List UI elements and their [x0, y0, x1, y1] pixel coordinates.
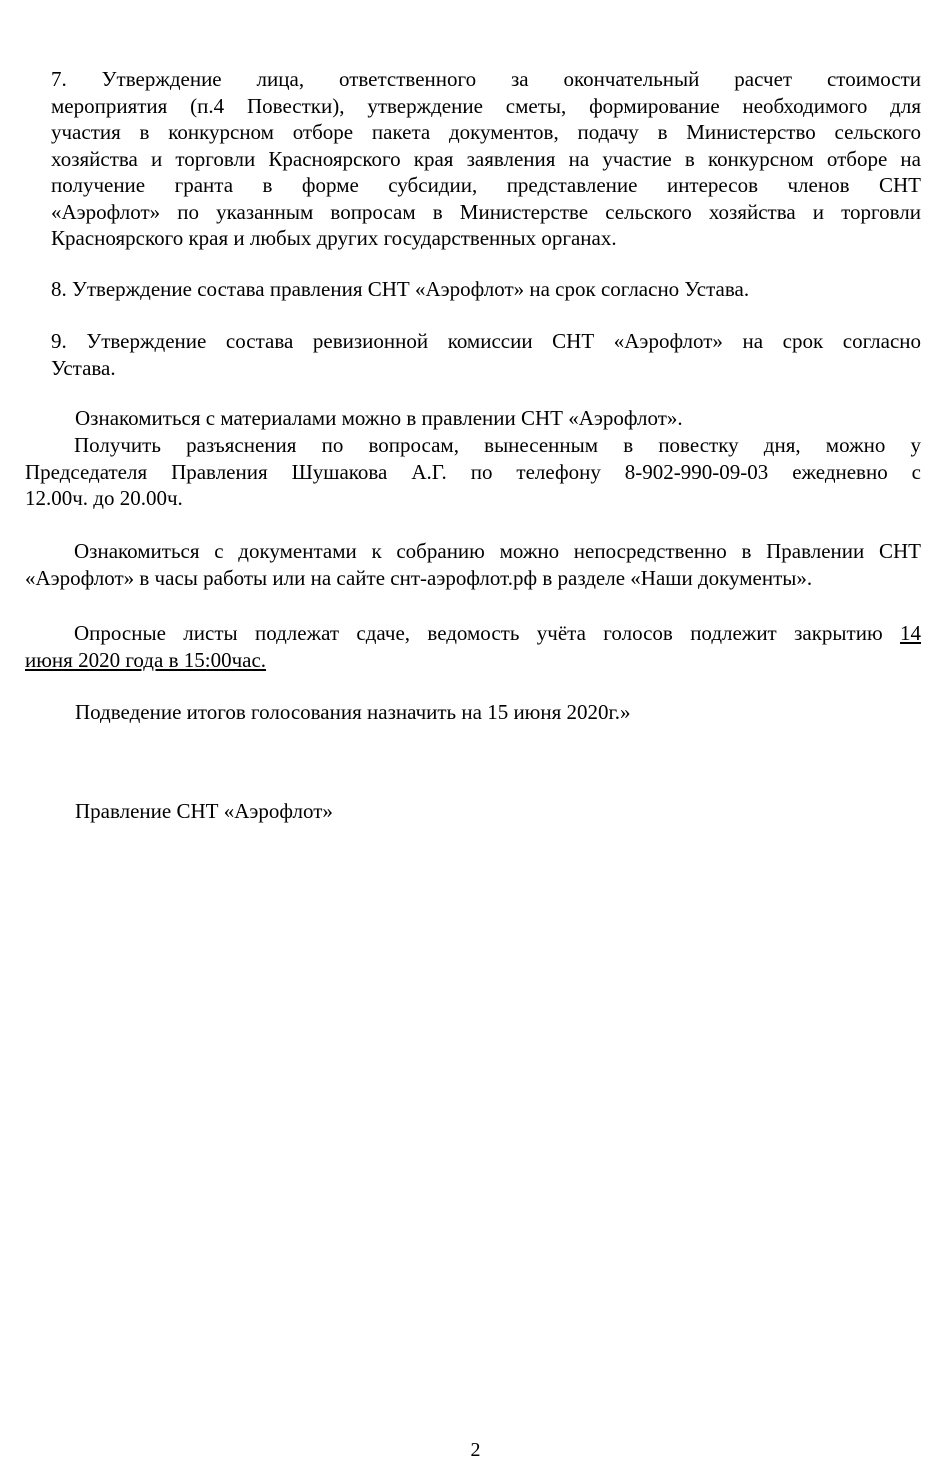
signature-paragraph: [75, 798, 921, 825]
clarifications-line: 12.00ч. до 20.00ч.: [25, 486, 183, 510]
signature-text: Правление СНТ «Аэрофлот»: [75, 799, 333, 823]
clarifications-text: Получить разъяснения по вопросам, вынесенным в повестку дня, можно у: [74, 433, 921, 457]
item-7-line: мероприятия (п.4 Повестки), утверждение сметы, формирование необходимого для: [51, 93, 921, 118]
agenda-item-7: [51, 66, 921, 252]
item-9-line: Устава.: [51, 355, 116, 380]
item-7-line: 7. Утверждение лица, ответственного за окончательный расчет стоимости: [51, 67, 921, 91]
page-number: 2: [470, 1439, 481, 1461]
item-9-line: 9. Утверждение состава ревизионной комиссии СНТ «Аэрофлот» на срок согласно: [51, 329, 921, 353]
agenda-item-8: [51, 276, 921, 303]
deadline-day: 14: [900, 621, 922, 645]
item-7-line: хозяйства и торговли Красноярского края заявления на участие в конкурсном отборе на: [51, 146, 921, 171]
deadline-date: июня 2020 года в 15:00час.: [25, 647, 267, 672]
documents-paragraph: [25, 538, 921, 591]
materials-paragraph: [75, 405, 921, 432]
item-7-line: получение гранта в форме субсидии, представление интересов членов СНТ: [51, 173, 921, 197]
documents-text: Ознакомиться с документами к собранию можно непосредственно в Правлении СНТ: [74, 539, 921, 563]
clarifications-line-1: [25, 432, 921, 459]
agenda-item-9: [51, 328, 921, 381]
results-paragraph: [75, 699, 921, 726]
documents-line: «Аэрофлот» в часы работы или на сайте снт-аэрофлот.рф в разделе «Наши документы».: [25, 565, 813, 590]
materials-text: Ознакомиться с материалами можно в правлении СНТ «Аэрофлот».: [75, 406, 683, 430]
item-8-text: 8. Утверждение состава правления СНТ «Аэрофлот» на срок согласно Устава.: [51, 277, 750, 301]
clarifications-line: Председателя Правления Шушакова А.Г. по телефону 8-902-990-09-03 ежедневно с: [25, 459, 921, 484]
questionnaires-text: Опросные листы подлежат сдаче, ведомость учёта голосов подлежит закрытию: [74, 621, 883, 645]
item-7-line: участия в конкурсном отборе пакета документов, подачу в Министерство сельского: [51, 120, 921, 144]
questionnaires-paragraph: [25, 620, 921, 673]
item-7-line: Красноярского края и любых других государственных органах.: [51, 226, 617, 250]
clarifications-paragraph: [25, 432, 921, 512]
documents-line-1: [25, 538, 921, 565]
questionnaires-line-2: [25, 647, 921, 674]
item-7-line: «Аэрофлот» по указанным вопросам в Министерстве сельского хозяйства и торговли: [51, 199, 921, 224]
questionnaires-line-1: [25, 620, 921, 647]
results-text: Подведение итогов голосования назначить на 15 июня 2020г.»: [75, 700, 631, 724]
